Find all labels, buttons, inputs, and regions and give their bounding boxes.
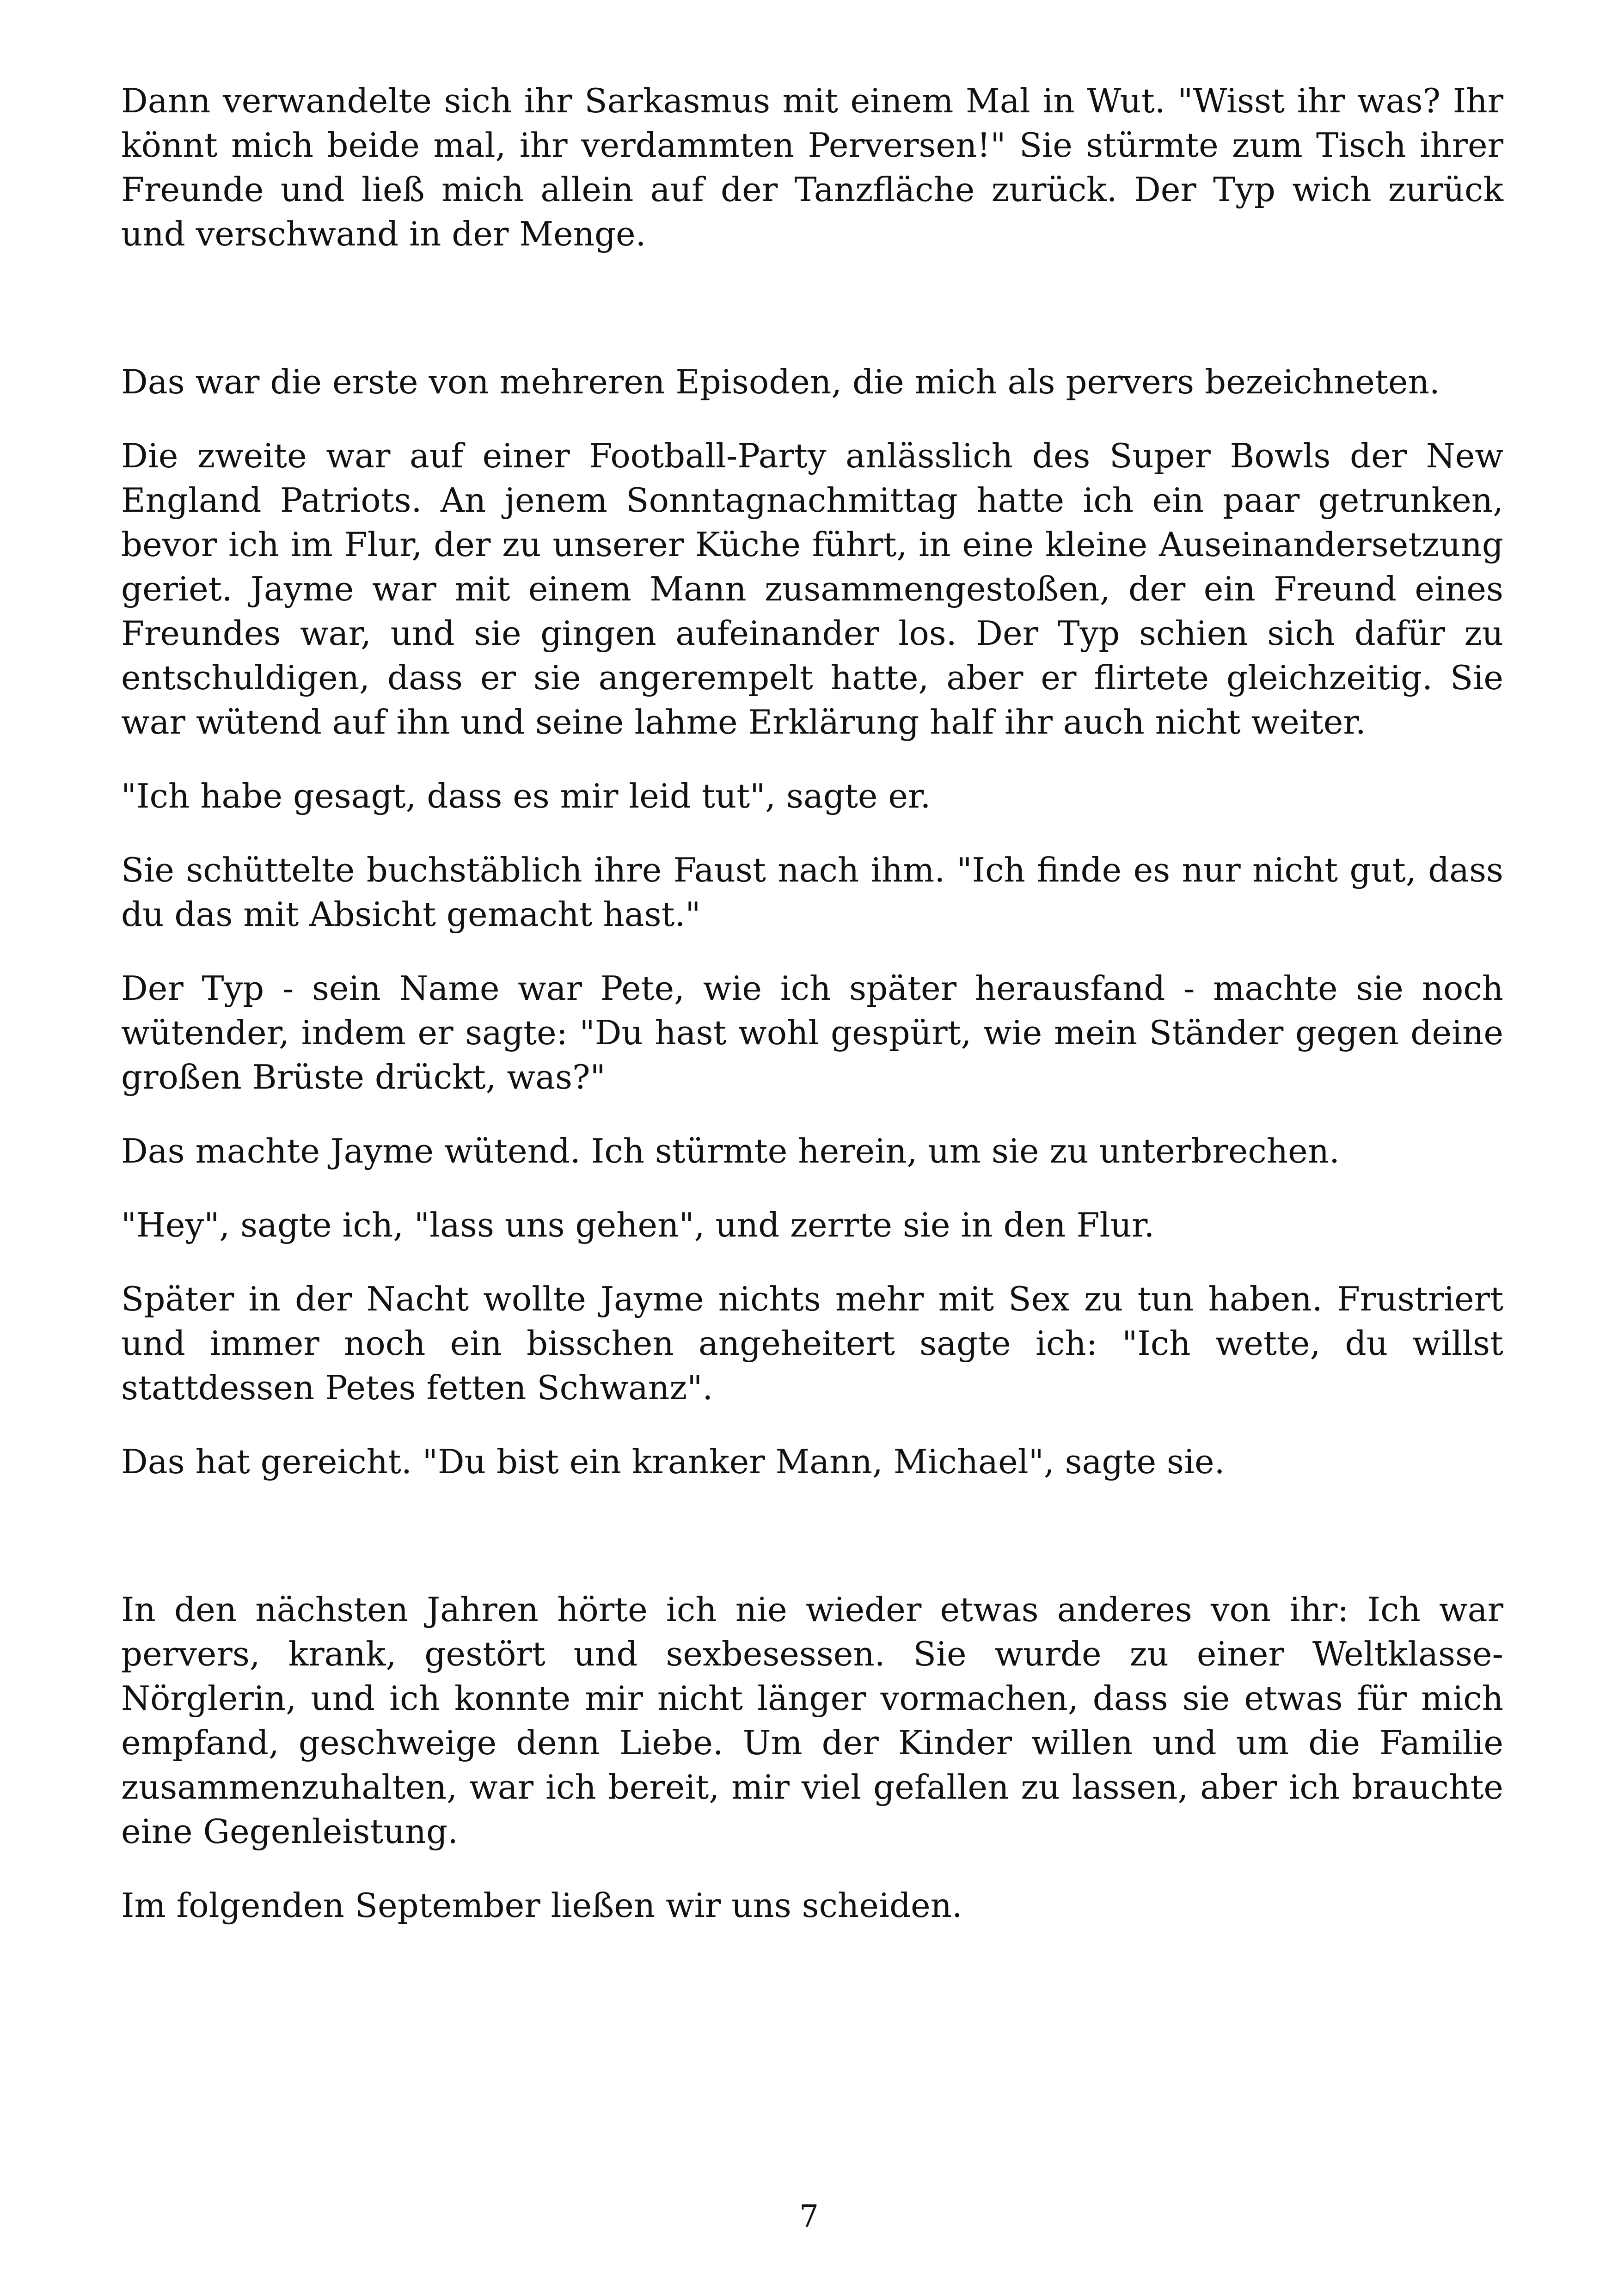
paragraph-9: Später in der Nacht wollte Jayme nichts mehr mit Sex zu tun haben. Frustriert und immer noch ein bisschen angeheitert sagte ich: "Ich wette, du willst stattdessen Petes fetten Schwanz". [121,1280,1503,1407]
paragraph-5: Sie schüttelte buchstäblich ihre Faust nach ihm. "Ich finde es nur nicht gut, dass du das mit Absicht gemacht hast." [121,851,1503,934]
paragraph-7: Das machte Jayme wütend. Ich stürmte herein, um sie zu unterbrechen. [121,1132,1340,1170]
paragraph-6: Der Typ - sein Name war Pete, wie ich später herausfand - machte sie noch wütender, indem er sagte: "Du hast wohl gespürt, wie mein Ständer gegen deine großen Brüste drückt, was?" [121,969,1503,1096]
paragraph-10: Das hat gereicht. "Du bist ein kranker Mann, Michael", sagte sie. [121,1442,1225,1481]
page-number: 7 [799,2198,819,2234]
paragraph-8: "Hey", sagte ich, "lass uns gehen", und zerrte sie in den Flur. [121,1206,1155,1244]
paragraph-2: Das war die erste von mehreren Episoden, die mich als pervers bezeichneten. [121,362,1440,401]
paragraph-1: Dann verwandelte sich ihr Sarkasmus mit einem Mal in Wut. "Wisst ihr was? Ihr könnt mich beide mal, ihr verdammten Perversen!" Sie stürmte zum Tisch ihrer Freunde und ließ mich allein auf der Tanzfläche zurück. Der Typ wich zurück und verschwand in der Menge. [121,81,1503,253]
body-text [121,79,1503,1957]
paragraph-12: Im folgenden September ließen wir uns scheiden. [121,1886,962,1925]
paragraph-3: Die zweite war auf einer Football-Party anlässlich des Super Bowls der New England Patriots. An jenem Sonntagnachmittag hatte ich ein paar getrunken, bevor ich im Flur, der zu unserer Küche führt, in eine kleine Auseinandersetzung geriet. Jayme war mit einem Mann zusammengestoßen, der ein Freund eines Freundes war, und sie gingen aufeinander los. Der Typ schien sich dafür zu entschuldigen, dass er sie angerempelt hatte, aber er flirtete gleichzeitig. Sie war wütend auf ihn und seine lahme Erklärung half ihr auch nicht weiter. [121,436,1503,741]
paragraph-11: In den nächsten Jahren hörte ich nie wieder etwas anderes von ihr: Ich war pervers, krank, gestört und sexbesessen. Sie wurde zu einer Weltklasse-Nörglerin, und ich konnte mir nicht länger vormachen, dass sie etwas für mich empfand, geschweige denn Liebe. Um der Kinder willen und um die Familie zusammenzuhalten, war ich bereit, mir viel gefallen zu lassen, aber ich brauchte eine Gegenleistung. [121,1590,1503,1851]
paragraph-4: "Ich habe gesagt, dass es mir leid tut", sagte er. [121,777,931,815]
section-break [121,286,1503,360]
section-break [121,1513,1503,1587]
